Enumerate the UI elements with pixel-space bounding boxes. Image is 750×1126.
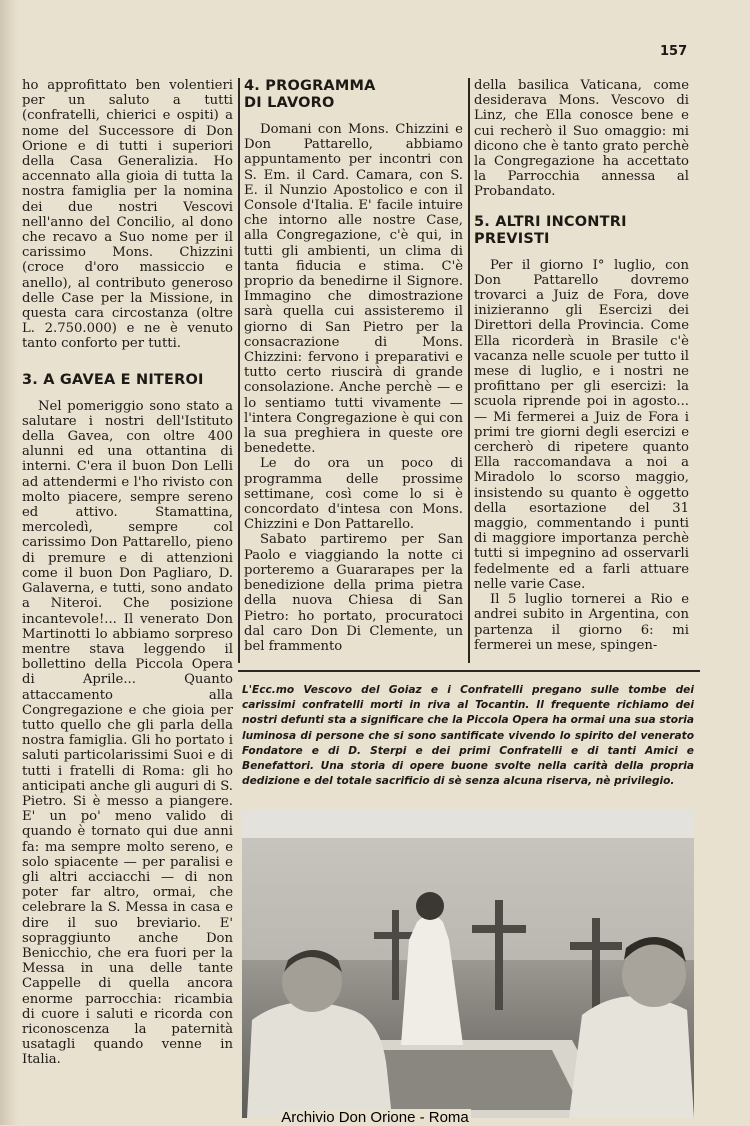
section-heading-4	[244, 78, 463, 112]
column-3	[474, 78, 689, 658]
photograph	[242, 810, 694, 1118]
section-heading-3: 3. A GAVEA E NITEROI	[22, 371, 204, 388]
paragraph: Le do ora un poco di programma delle prossime settimane, così come lo si è concordato d'intesa con Mons. Chizzini e Don Pattarello.	[244, 456, 463, 533]
photo-caption: L'Ecc.mo Vescovo del Goiaz e i Confratelli pregano sulle tombe dei carissimi confratelli morti in riva al Tocantin. Il frequente richiamo dei nostri defunti sta a significare che la Piccola Opera ha ormai una sua storia luminosa di persone che si sono santificate vivendo lo spirito del venerato Fondatore e di D. Sterpi e dei primi Confratelli e di tanti Amici e Benefattori. Una storia di opere buone svolte nella carità della propria dedizione e del totale sacrificio di sè senza alcuna riserva, nè privilegio.	[242, 684, 694, 788]
heading-line: 5. ALTRI INCONTRI	[474, 213, 627, 230]
caption-rule	[238, 670, 700, 672]
column-1	[22, 78, 233, 1068]
heading-line: PREVISTI	[474, 230, 550, 247]
heading-line: DI LAVORO	[244, 95, 335, 111]
heading-line: 4. PROGRAMMA	[244, 78, 376, 94]
paragraph: Nel pomeriggio sono stato a salutare i nostri dell'Istituto della Gavea, con oltre 400 alunni ed una ottantina di interni. C'era il buon Don Lelli ad attendermi e l'ho rivisto con molto piacere, sempre sereno ed attivo. Stamattina, mercoledì, sempre col carissimo Don Pattarello, pieno di premure e di attenzioni come il buon Don Pagliaro, D. Galaverna, e tutti, sono andato a Niteroi. Che posizione incantevole!... Il venerato Don Martinotti lo abbiamo sorpreso mentre stava leggendo il bollettino della Piccola Opera di Aprile... Quanto attaccamento alla Congregazione e che gioia per tutto quello che gli parla della nostra famiglia. Gli ho portato i saluti particolarissimi Suoi e di tutti i fratelli di Roma: gli ho anticipati anche gli auguri di S. Pietro. Si è messo a piangere. E' un po' meno valido di quando è tornato qui due anni fa: ma sempre molto sereno, e solo spiacente — per paralisi e gli altri acciacchi — di non poter far altro, ormai, che celebrare la S. Messa in casa e dire il suo breviario. E' sopraggiunto anche Don Benicchio, che era fuori per la Messa in una delle tante Cappelle di quella ancora enorme parrocchia: ricambia di cuore i saluti e ricorda con riconoscenza la paternità usatagli quando venne in Italia.	[22, 398, 233, 1068]
column-2	[244, 78, 463, 658]
section-heading-5	[474, 214, 689, 248]
column-divider	[238, 78, 240, 663]
paragraph: ho approfittato ben volentieri per un saluto a tutti (confratelli, chierici e ospiti) a nome del Successore di Don Orione e di tutti i superiori della Casa Generalizia. Ho accennato alla gioia di tutta la nostra famiglia per la nomina dei due nostri Vescovi nell'anno del Concilio, al dono che recavo a Suo nome per il carissimo Mons. Chizzini (croce d'oro massiccio e anello), al contributo generoso delle Case per la Missione, in questa cara circostanza (oltre L. 2.750.000) e ne è venuto tanto conforto per tutti.	[22, 78, 233, 352]
paragraph: Sabato partiremo per San Paolo e viaggiando la notte ci porteremo a Guararapes per la benedizione della prima pietra della nuova Chiesa di San Pietro: ho portato, procuratoci dal caro Don Di Clemente, un bel frammento	[244, 532, 463, 654]
paragraph: Per il giorno I° luglio, con Don Pattarello dovremo trovarci a Juiz de Fora, dove inizieranno gli Esercizi dei Direttori della Provincia. Come Ella ricorderà in Brasile c'è vacanza nelle scuole per tutto il mese di luglio, e i nostri ne profittano per gli esercizi: la scuola riprende poi in agosto... — Mi fermerei a Juiz de Fora i primi tre giorni degli esercizi e cercherò di ripetere quanto Ella raccomandava a noi a Miradolo lo scorso maggio, insistendo su quanto è oggetto della esortazione del 31 maggio, commentando i punti di maggiore importanza perchè tutti si impegnino ad osservarli fedelmente ed a farli attuare nelle varie Case.	[474, 257, 689, 592]
paragraph: Domani con Mons. Chizzini e Don Pattarello, abbiamo appuntamento per incontri con S. Em. il Card. Camara, con S. E. il Nunzio Apostolico e con il Console d'Italia. E' facile intuire che intorno alle nostre Case, alla Congregazione, c'è qui, in tutti gli ambienti, un clima di tanta fiducia e stima. C'è proprio da benedirne il Signore. Immagino che dimostrazione sarà quella cui assisteremo il giorno di San Pietro per la consacrazione di Mons. Chizzini: fervono i preparativi e tutto certo riuscirà di grande consolazione. Anche perchè — e lo sentiamo tutti vivamente — l'intera Congregazione è qui con la sua preghiera in queste ore benedette.	[244, 122, 463, 457]
archive-watermark	[0, 1109, 750, 1126]
page-number: 157	[660, 44, 688, 59]
footer-text: Archivio Don Orione - Roma	[281, 1109, 469, 1126]
paragraph: della basilica Vaticana, come desiderava Mons. Vescovo di Linz, che Ella conosce bene e cui recherò il Suo omaggio: mi dicono che è tanto grato perchè la Congregazione ha accettato la Parrocchia annessa al Probandato.	[474, 78, 689, 200]
page-edge	[0, 0, 18, 1125]
column-divider	[468, 78, 470, 663]
paragraph: Il 5 luglio tornerei a Rio e andrei subito in Argentina, con partenza il giorno 6: mi fermerei un mese, spingen-	[474, 592, 689, 653]
photo-illustration	[242, 810, 694, 1118]
